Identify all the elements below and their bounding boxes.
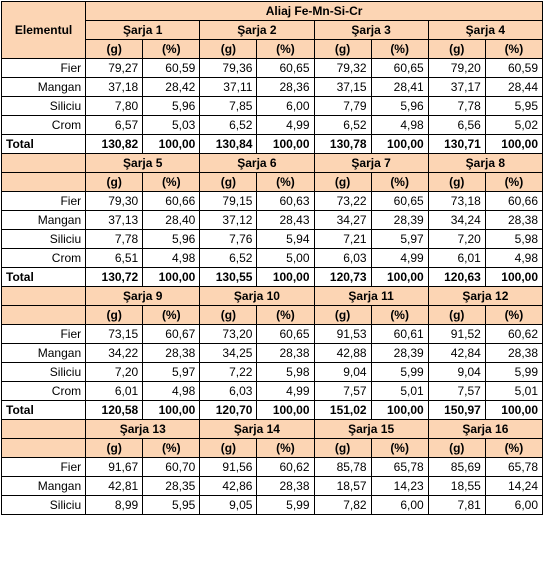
- value-cell: 5,00: [257, 249, 314, 268]
- value-cell: 6,52: [200, 249, 257, 268]
- value-cell: 7,21: [314, 230, 371, 249]
- value-cell: 28,38: [143, 344, 200, 363]
- value-cell: 9,04: [314, 363, 371, 382]
- value-cell: 7,79: [314, 97, 371, 116]
- value-cell: 37,12: [200, 211, 257, 230]
- empty-header-cell: [2, 154, 86, 173]
- unit-g: (g): [200, 306, 257, 325]
- row-label: Crom: [2, 116, 86, 135]
- row-label: Mangan: [2, 477, 86, 496]
- charge-header: Şarja 5: [86, 154, 200, 173]
- table-row: [2, 325, 543, 344]
- row-label: Mangan: [2, 78, 86, 97]
- value-cell: 79,20: [428, 59, 485, 78]
- value-cell: 6,51: [86, 249, 143, 268]
- unit-pct: (%): [257, 439, 314, 458]
- value-cell: 7,76: [200, 230, 257, 249]
- value-cell: 5,96: [143, 230, 200, 249]
- value-cell: 28,38: [485, 344, 542, 363]
- unit-g: (g): [86, 40, 143, 59]
- total-cell: 100,00: [485, 268, 542, 287]
- value-cell: 5,98: [485, 230, 542, 249]
- unit-g: (g): [200, 40, 257, 59]
- value-cell: 5,02: [485, 116, 542, 135]
- value-cell: 85,78: [314, 458, 371, 477]
- value-cell: 91,53: [314, 325, 371, 344]
- charge-header: Şarja 11: [314, 287, 428, 306]
- unit-g: (g): [314, 439, 371, 458]
- unit-g: (g): [428, 40, 485, 59]
- total-cell: 130,84: [200, 135, 257, 154]
- value-cell: 34,25: [200, 344, 257, 363]
- value-cell: 7,85: [200, 97, 257, 116]
- total-cell: 100,00: [485, 401, 542, 420]
- value-cell: 6,01: [86, 382, 143, 401]
- value-cell: 5,97: [143, 363, 200, 382]
- table-row: [2, 249, 543, 268]
- value-cell: 5,01: [485, 382, 542, 401]
- value-cell: 85,69: [428, 458, 485, 477]
- row-label: Siliciu: [2, 230, 86, 249]
- unit-pct: (%): [143, 439, 200, 458]
- value-cell: 60,61: [371, 325, 428, 344]
- value-cell: 28,40: [143, 211, 200, 230]
- value-cell: 14,23: [371, 477, 428, 496]
- total-cell: 120,70: [200, 401, 257, 420]
- charge-header: Şarja 6: [200, 154, 314, 173]
- empty-unit-cell: [2, 306, 86, 325]
- value-cell: 6,57: [86, 116, 143, 135]
- value-cell: 28,42: [143, 78, 200, 97]
- table-row: [2, 363, 543, 382]
- charge-header: Şarja 8: [428, 154, 542, 173]
- total-cell: 100,00: [371, 268, 428, 287]
- value-cell: 60,66: [143, 192, 200, 211]
- unit-g: (g): [428, 306, 485, 325]
- unit-pct: (%): [143, 40, 200, 59]
- value-cell: 60,65: [371, 59, 428, 78]
- value-cell: 91,56: [200, 458, 257, 477]
- unit-g: (g): [314, 173, 371, 192]
- value-cell: 42,88: [314, 344, 371, 363]
- value-cell: 7,78: [86, 230, 143, 249]
- value-cell: 42,81: [86, 477, 143, 496]
- empty-unit-cell: [2, 439, 86, 458]
- charge-header: Şarja 12: [428, 287, 542, 306]
- unit-g: (g): [200, 173, 257, 192]
- total-cell: 130,78: [314, 135, 371, 154]
- total-cell: 100,00: [371, 401, 428, 420]
- unit-row: [2, 173, 543, 192]
- charge-header: Şarja 7: [314, 154, 428, 173]
- unit-pct: (%): [143, 173, 200, 192]
- value-cell: 4,99: [257, 116, 314, 135]
- total-cell: 100,00: [143, 268, 200, 287]
- value-cell: 28,41: [371, 78, 428, 97]
- value-cell: 28,36: [257, 78, 314, 97]
- value-cell: 8,99: [86, 496, 143, 515]
- value-cell: 7,82: [314, 496, 371, 515]
- value-cell: 6,03: [314, 249, 371, 268]
- value-cell: 34,22: [86, 344, 143, 363]
- total-cell: 100,00: [485, 135, 542, 154]
- charge-header: Şarja 14: [200, 420, 314, 439]
- value-cell: 7,78: [428, 97, 485, 116]
- value-cell: 6,00: [371, 496, 428, 515]
- value-cell: 6,00: [257, 97, 314, 116]
- value-cell: 28,35: [143, 477, 200, 496]
- value-cell: 37,13: [86, 211, 143, 230]
- charge-header-row: [2, 287, 543, 306]
- value-cell: 91,67: [86, 458, 143, 477]
- charge-header: Şarja 9: [86, 287, 200, 306]
- unit-pct: (%): [371, 40, 428, 59]
- element-column-header: Elementul: [2, 2, 86, 59]
- value-cell: 37,18: [86, 78, 143, 97]
- row-label: Siliciu: [2, 363, 86, 382]
- value-cell: 5,99: [257, 496, 314, 515]
- row-label: Fier: [2, 59, 86, 78]
- value-cell: 18,55: [428, 477, 485, 496]
- value-cell: 73,15: [86, 325, 143, 344]
- charge-header-row: [2, 420, 543, 439]
- value-cell: 5,95: [485, 97, 542, 116]
- charge-header: Şarja 13: [86, 420, 200, 439]
- value-cell: 60,65: [257, 59, 314, 78]
- value-cell: 7,81: [428, 496, 485, 515]
- unit-pct: (%): [371, 173, 428, 192]
- value-cell: 91,52: [428, 325, 485, 344]
- value-cell: 18,57: [314, 477, 371, 496]
- value-cell: 4,99: [257, 382, 314, 401]
- value-cell: 42,84: [428, 344, 485, 363]
- value-cell: 7,80: [86, 97, 143, 116]
- value-cell: 60,67: [143, 325, 200, 344]
- value-cell: 34,24: [428, 211, 485, 230]
- value-cell: 60,65: [371, 192, 428, 211]
- unit-pct: (%): [143, 306, 200, 325]
- unit-g: (g): [428, 173, 485, 192]
- unit-pct: (%): [257, 306, 314, 325]
- value-cell: 28,39: [371, 344, 428, 363]
- value-cell: 60,59: [485, 59, 542, 78]
- unit-pct: (%): [257, 173, 314, 192]
- total-cell: 151,02: [314, 401, 371, 420]
- row-label: Crom: [2, 249, 86, 268]
- total-row: [2, 401, 543, 420]
- value-cell: 79,36: [200, 59, 257, 78]
- total-cell: 100,00: [143, 135, 200, 154]
- value-cell: 5,94: [257, 230, 314, 249]
- charge-header: Şarja 2: [200, 21, 314, 40]
- value-cell: 28,38: [257, 344, 314, 363]
- value-cell: 37,17: [428, 78, 485, 97]
- value-cell: 7,20: [428, 230, 485, 249]
- unit-g: (g): [314, 40, 371, 59]
- value-cell: 79,15: [200, 192, 257, 211]
- value-cell: 60,66: [485, 192, 542, 211]
- unit-pct: (%): [485, 306, 542, 325]
- value-cell: 7,22: [200, 363, 257, 382]
- value-cell: 5,96: [143, 97, 200, 116]
- total-label: Total: [2, 401, 86, 420]
- total-label: Total: [2, 135, 86, 154]
- value-cell: 60,62: [485, 325, 542, 344]
- value-cell: 5,99: [485, 363, 542, 382]
- total-cell: 100,00: [257, 268, 314, 287]
- total-label: Total: [2, 268, 86, 287]
- unit-g: (g): [314, 306, 371, 325]
- value-cell: 4,98: [371, 116, 428, 135]
- value-cell: 7,57: [428, 382, 485, 401]
- value-cell: 79,30: [86, 192, 143, 211]
- table-row: [2, 382, 543, 401]
- table-row: [2, 344, 543, 363]
- value-cell: 37,11: [200, 78, 257, 97]
- empty-unit-cell: [2, 173, 86, 192]
- table-body: [2, 2, 543, 515]
- value-cell: 28,39: [371, 211, 428, 230]
- value-cell: 4,98: [143, 249, 200, 268]
- charge-header-row: [2, 154, 543, 173]
- value-cell: 6,56: [428, 116, 485, 135]
- table-row: [2, 458, 543, 477]
- value-cell: 79,27: [86, 59, 143, 78]
- unit-pct: (%): [371, 306, 428, 325]
- title-row: [2, 2, 543, 21]
- total-cell: 100,00: [143, 401, 200, 420]
- value-cell: 28,44: [485, 78, 542, 97]
- value-cell: 60,62: [257, 458, 314, 477]
- value-cell: 6,03: [200, 382, 257, 401]
- value-cell: 42,86: [200, 477, 257, 496]
- value-cell: 5,99: [371, 363, 428, 382]
- value-cell: 73,22: [314, 192, 371, 211]
- value-cell: 60,59: [143, 59, 200, 78]
- empty-header-cell: [2, 287, 86, 306]
- charge-header: Şarja 4: [428, 21, 542, 40]
- charge-header: Şarja 15: [314, 420, 428, 439]
- value-cell: 73,18: [428, 192, 485, 211]
- row-label: Fier: [2, 458, 86, 477]
- total-cell: 100,00: [257, 135, 314, 154]
- total-cell: 120,73: [314, 268, 371, 287]
- value-cell: 9,05: [200, 496, 257, 515]
- value-cell: 4,98: [143, 382, 200, 401]
- unit-g: (g): [200, 439, 257, 458]
- value-cell: 65,78: [485, 458, 542, 477]
- row-label: Fier: [2, 192, 86, 211]
- value-cell: 6,52: [314, 116, 371, 135]
- value-cell: 60,70: [143, 458, 200, 477]
- empty-header-cell: [2, 420, 86, 439]
- unit-pct: (%): [485, 439, 542, 458]
- value-cell: 65,78: [371, 458, 428, 477]
- value-cell: 28,38: [257, 477, 314, 496]
- value-cell: 6,00: [485, 496, 542, 515]
- unit-g: (g): [86, 306, 143, 325]
- value-cell: 28,43: [257, 211, 314, 230]
- row-label: Mangan: [2, 344, 86, 363]
- value-cell: 34,27: [314, 211, 371, 230]
- unit-pct: (%): [257, 40, 314, 59]
- value-cell: 4,98: [485, 249, 542, 268]
- unit-pct: (%): [371, 439, 428, 458]
- charge-header: Şarja 16: [428, 420, 542, 439]
- charge-header: Şarja 10: [200, 287, 314, 306]
- value-cell: 37,15: [314, 78, 371, 97]
- total-cell: 130,71: [428, 135, 485, 154]
- unit-g: (g): [428, 439, 485, 458]
- table-row: [2, 59, 543, 78]
- value-cell: 14,24: [485, 477, 542, 496]
- unit-g: (g): [86, 439, 143, 458]
- value-cell: 5,97: [371, 230, 428, 249]
- charge-header: Şarja 1: [86, 21, 200, 40]
- value-cell: 7,57: [314, 382, 371, 401]
- value-cell: 28,38: [485, 211, 542, 230]
- row-label: Mangan: [2, 211, 86, 230]
- total-row: [2, 268, 543, 287]
- unit-pct: (%): [485, 173, 542, 192]
- unit-row: [2, 306, 543, 325]
- total-cell: 130,55: [200, 268, 257, 287]
- table-row: [2, 97, 543, 116]
- table-row: [2, 211, 543, 230]
- value-cell: 79,32: [314, 59, 371, 78]
- value-cell: 6,52: [200, 116, 257, 135]
- value-cell: 4,99: [371, 249, 428, 268]
- total-row: [2, 135, 543, 154]
- value-cell: 6,01: [428, 249, 485, 268]
- alloy-composition-table: [1, 1, 543, 515]
- total-cell: 100,00: [257, 401, 314, 420]
- value-cell: 73,20: [200, 325, 257, 344]
- table-row: [2, 496, 543, 515]
- table-row: [2, 230, 543, 249]
- row-label: Siliciu: [2, 496, 86, 515]
- value-cell: 9,04: [428, 363, 485, 382]
- value-cell: 5,96: [371, 97, 428, 116]
- unit-row: [2, 439, 543, 458]
- table-row: [2, 78, 543, 97]
- unit-g: (g): [86, 173, 143, 192]
- unit-pct: (%): [485, 40, 542, 59]
- value-cell: 60,65: [257, 325, 314, 344]
- row-label: Crom: [2, 382, 86, 401]
- total-cell: 100,00: [371, 135, 428, 154]
- table-row: [2, 192, 543, 211]
- table-row: [2, 116, 543, 135]
- total-cell: 130,72: [86, 268, 143, 287]
- total-cell: 120,63: [428, 268, 485, 287]
- value-cell: 5,03: [143, 116, 200, 135]
- total-cell: 130,82: [86, 135, 143, 154]
- table-row: [2, 477, 543, 496]
- value-cell: 5,98: [257, 363, 314, 382]
- value-cell: 7,20: [86, 363, 143, 382]
- total-cell: 150,97: [428, 401, 485, 420]
- row-label: Fier: [2, 325, 86, 344]
- value-cell: 60,63: [257, 192, 314, 211]
- table-title: Aliaj Fe-Mn-Si-Cr: [86, 2, 543, 21]
- row-label: Siliciu: [2, 97, 86, 116]
- total-cell: 120,58: [86, 401, 143, 420]
- charge-header: Şarja 3: [314, 21, 428, 40]
- value-cell: 5,01: [371, 382, 428, 401]
- value-cell: 5,95: [143, 496, 200, 515]
